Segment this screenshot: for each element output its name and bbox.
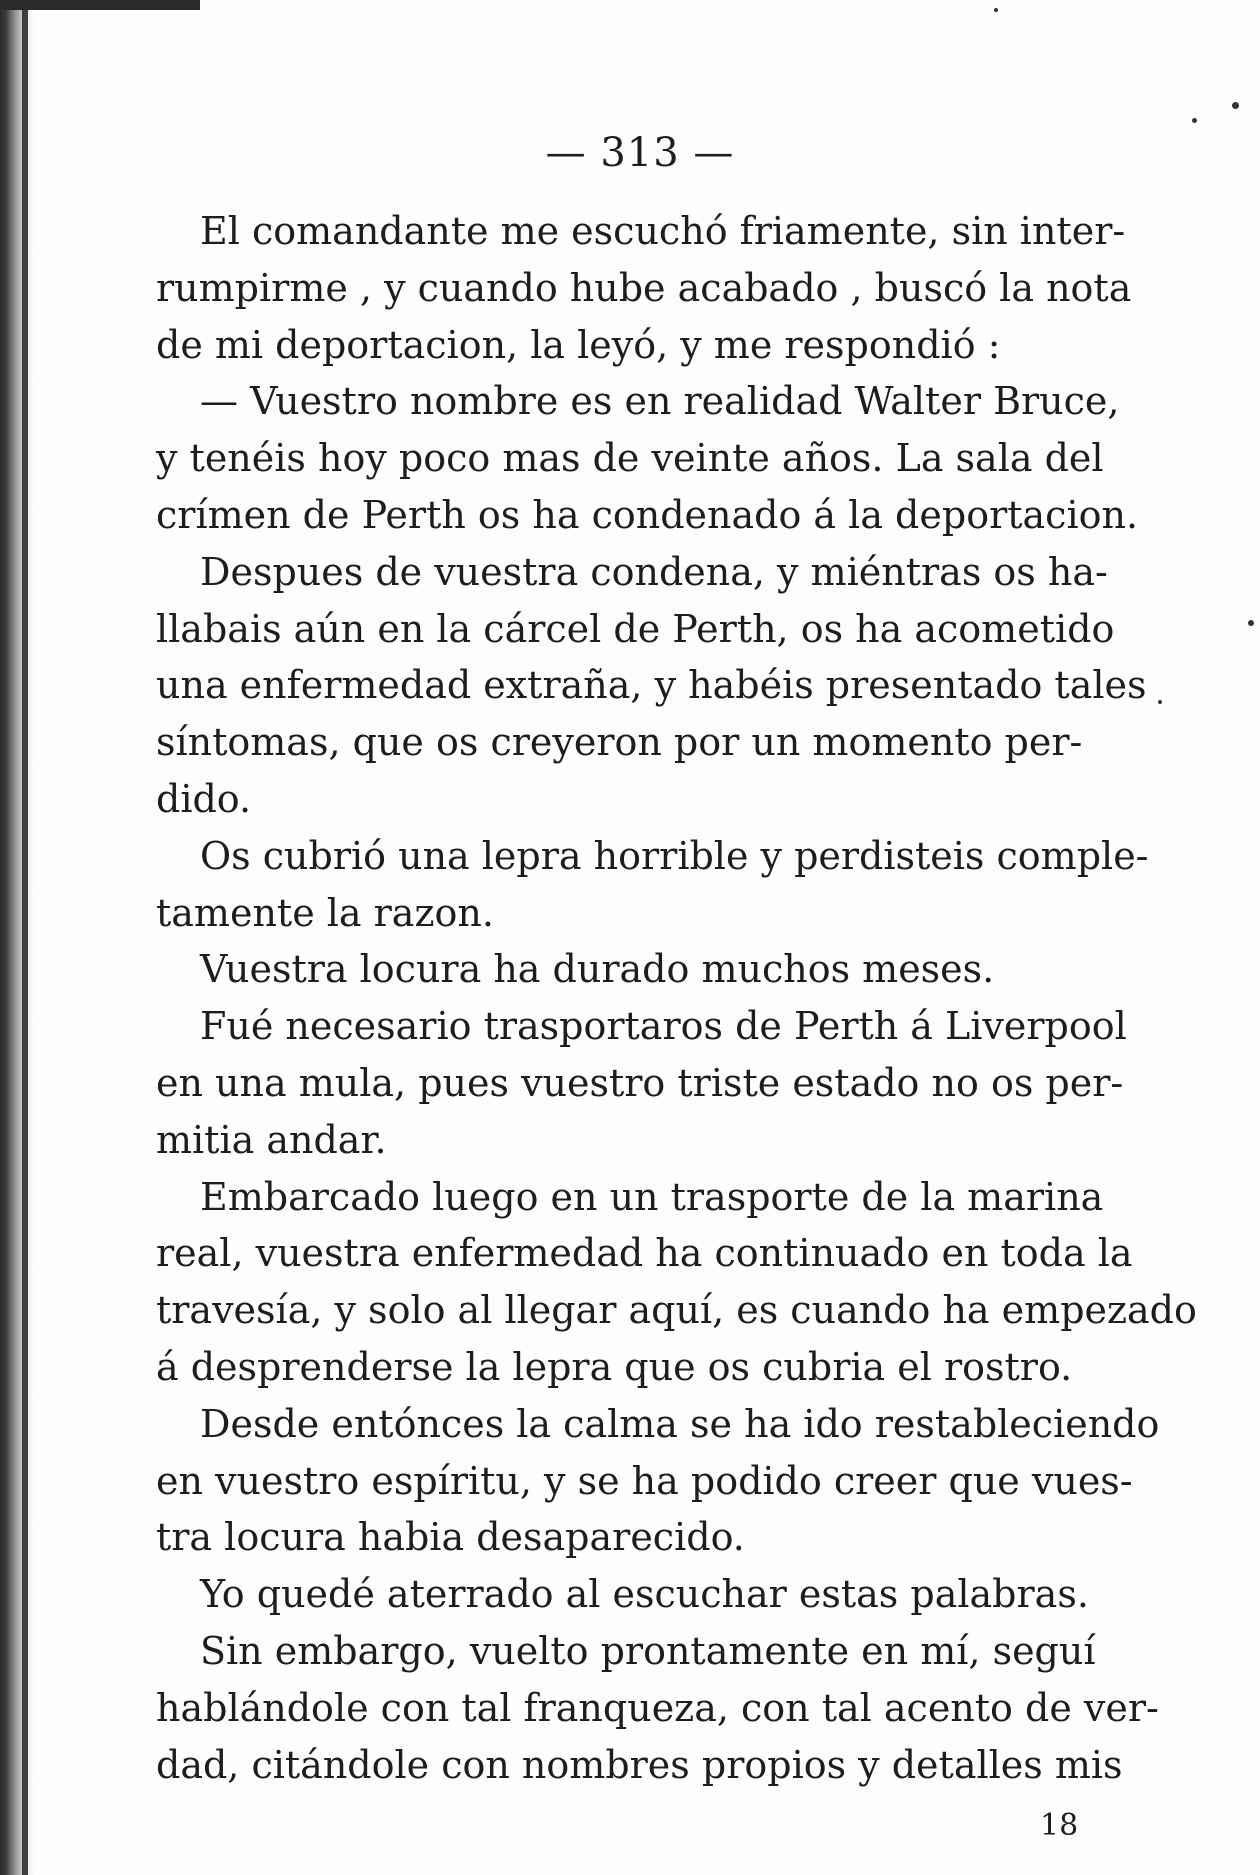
ink-speck (1158, 700, 1162, 704)
text-line: El comandante me escuchó friamente, sin inter- (200, 209, 1126, 253)
text-line: Despues de vuestra condena, y miéntras os ha- (200, 549, 1108, 594)
text-line: Embarcado luego en un trasporte de la marina (200, 1174, 1104, 1219)
text-line: travesía, y solo al llegar aquí, es cuando ha empezado (156, 1288, 1197, 1333)
binding-edge (0, 0, 34, 1875)
ink-speck (994, 8, 998, 12)
text-line: Os cubrió una lepra horrible y perdisteis comple- (200, 833, 1149, 878)
text-line: en vuestro espíritu, y se ha podido creer que vues- (156, 1458, 1133, 1503)
text-line: Yo quedé aterrado al escuchar estas palabras. (200, 1572, 1089, 1617)
text-line: en una mula, pues vuestro triste estado no os per- (156, 1060, 1124, 1105)
text-line: hablándole con tal franqueza, con tal acento de ver- (156, 1685, 1159, 1730)
page-number: — 313 — (545, 130, 735, 176)
text-line: Desde entónces la calma se ha ido restableciendo (200, 1401, 1160, 1446)
text-line: Fué necesario trasportaros de Perth á Liverpool (200, 1004, 1127, 1049)
ink-speck (1248, 620, 1254, 626)
text-line: dido. (156, 776, 252, 821)
text-line: tra locura habia desaparecido. (156, 1515, 745, 1560)
page-corner-shadow (0, 0, 200, 10)
text-line: mitia andar. (156, 1117, 387, 1162)
text-line: y tenéis hoy poco mas de veinte años. La sala del (156, 436, 1104, 481)
signature-mark: 18 (1040, 1808, 1079, 1843)
text-line: una enfermedad extraña, y habéis presentado tales (156, 663, 1147, 708)
body-text (156, 203, 1197, 1793)
text-line: real, vuestra enfermedad ha continuado en toda la (156, 1231, 1133, 1276)
binding-shadow-line (22, 0, 28, 1875)
text-line: llabais aún en la cárcel de Perth, os ha acometido (156, 606, 1115, 651)
text-line: — Vuestro nombre es en realidad Walter Bruce, (200, 379, 1120, 424)
text-line: síntomas, que os creyeron por un momento per- (156, 720, 1083, 765)
text-line: tamente la razon. (156, 890, 494, 935)
text-line: de mi deportacion, la leyó, y me respondió : (156, 322, 1001, 367)
text-line: crímen de Perth os ha condenado á la deportacion. (156, 492, 1139, 537)
text-line: Vuestra locura ha durado muchos meses. (200, 947, 995, 992)
text-line: Sin embargo, vuelto prontamente en mí, seguí (200, 1628, 1096, 1673)
text-line: á desprenderse la lepra que os cubria el rostro. (156, 1344, 1073, 1389)
ink-speck (1192, 118, 1197, 123)
text-line: dad, citándole con nombres propios y detalles mis (156, 1742, 1123, 1787)
text-line: rumpirme , y cuando hube acabado , buscó la nota (156, 265, 1132, 310)
ink-speck (1232, 102, 1239, 109)
